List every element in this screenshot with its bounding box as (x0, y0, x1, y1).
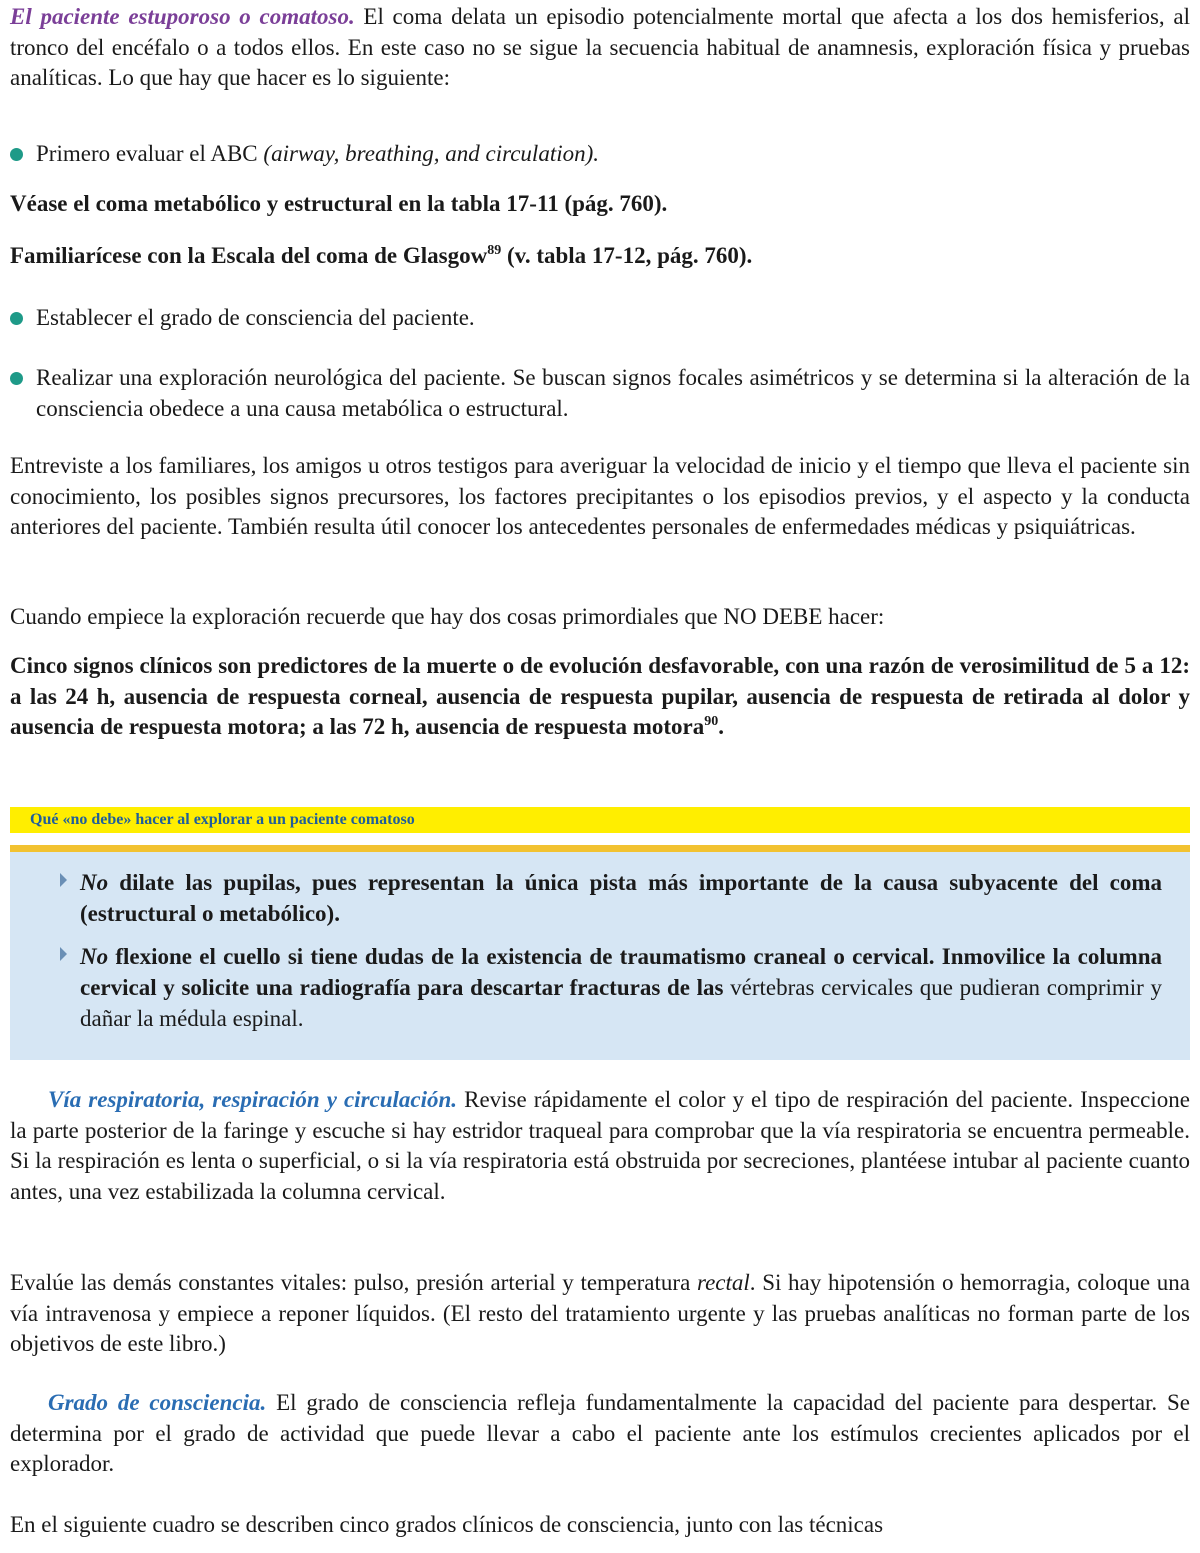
paragraph-interview: Entreviste a los familiares, los amigos u otros testigos para averiguar la velocidad de inicio y el tiempo que lleva el paciente sin conocimiento, los posibles signos precursores, los factores precipitantes o los episodios previos, y el aspecto y la conducta anteriores del paciente. También resulta útil conocer los antecedentes personales de enfermedades médicas y psiquiátricas. (10, 453, 1190, 539)
paragraph-airway (10, 1085, 1190, 1207)
box-divider (10, 845, 1190, 852)
paragraph-text: Evalúe las demás constantes vitales: pulso, presión arterial y temperatura (10, 1270, 697, 1295)
list-item-consciousness (10, 303, 1190, 334)
paragraph-text: Revise rápidamente el color y el tipo de respiración del paciente. Inspeccione la parte posterior de la faringe y escuche si hay estridor traqueal para comprobar que la vía respiratoria se encuentra permeable. Si la respiración es lenta o superficial, o si la vía respiratoria está obstruida por secreciones, plantéese intubar al paciente cuanto antes, una vez estabilizada la columna cervical. (10, 1087, 1190, 1204)
paragraph-text: El coma delata un episodio potencialmente mortal que afecta a los dos hemisferios, al tronco del encéfalo o a todos ellos. En este caso no se sigue la secuencia habitual de anamnesis, exploración física y pruebas analíticas. Lo que hay que hacer es lo siguiente: (10, 4, 1190, 90)
paragraph-comatose-intro (10, 2, 1190, 94)
paragraph-grades: En el siguiente cuadro se describen cinco grados clínicos de consciencia, junto con las técnicas (10, 1512, 884, 1537)
list-item-text: Realizar una exploración neurológica del paciente. Se buscan signos focales asimétricos y se determina si la alteración de la consciencia obedece a una causa metabólica o estructural. (36, 365, 1190, 421)
note-text: Familiarícese con la Escala del coma de Glasgow (10, 243, 488, 268)
note-text-rest: . (718, 714, 724, 739)
box-item-lead: No (80, 870, 109, 895)
paragraph-italic: rectal (696, 1270, 750, 1295)
list-item-neuro-exam (10, 363, 1190, 424)
paragraph-text-rest: . Si hay hipotensión o hemorragia, coloque una vía intravenosa y empiece a reponer líquidos. (El resto del tratamiento urgente y las pruebas analíticas no forman parte de los objetivos de este libro.) (10, 1270, 1190, 1356)
list-item-text: Establecer el grado de consciencia del paciente. (36, 305, 475, 330)
reference-superscript: 89 (487, 243, 502, 258)
section-lead-airway: Vía respiratoria, respiración y circulación. (48, 1087, 458, 1112)
bold-note-metabolic-coma: Véase el coma metabólico y estructural en la tabla 17-11 (pág. 760). (10, 191, 668, 216)
bullet-dot-icon (10, 148, 23, 161)
note-text-rest: (v. tabla 17-12, pág. 760). (501, 243, 753, 268)
paragraph-vitals (10, 1268, 1190, 1360)
chevron-right-icon (60, 947, 67, 961)
chevron-right-icon (60, 873, 67, 887)
box-item-pupils (80, 867, 1162, 929)
reference-superscript: 90 (704, 714, 719, 729)
list-item-abc (10, 139, 1190, 170)
box-item-neck (80, 941, 1162, 1034)
list-item-text: Primero evaluar el ABC (36, 141, 264, 166)
box-item-text: dilate las pupilas, pues representan la única pista más importante de la causa subyacente del coma (estructural o metabólico). (80, 870, 1162, 926)
bold-note-predictors (10, 651, 1190, 743)
paragraph-text: El grado de consciencia refleja fundamentalmente la capacidad del paciente para despertar. Se determina por el grado de actividad que puede llevar a cabo el paciente ante los estímulos crecientes aplicados por el explorador. (10, 1390, 1190, 1476)
box-item-tail: vértebras cervicales que pudieran comprimir y dañar la médula espinal. (80, 975, 1162, 1031)
note-text: Cinco signos clínicos son predictores de la muerte o de evolución desfavorable, con una razón de verosimilitud de 5 a 12: a las 24 h, ausencia de respuesta corneal, ausencia de respuesta pupilar, ausencia de respuesta de retirada al dolor y ausencia de respuesta motora; a las 72 h, ausencia de respuesta motora (10, 653, 1190, 739)
bullet-dot-icon (10, 312, 23, 325)
paragraph-consciousness-level (10, 1388, 1190, 1480)
paragraph-do-not: Cuando empiece la exploración recuerde que hay dos cosas primordiales que NO DEBE hacer: (10, 604, 885, 629)
box-title: Qué «no debe» hacer al explorar a un paciente comatoso (10, 807, 1190, 833)
section-lead-comatose: El paciente estuporoso o comatoso. (10, 4, 355, 29)
box-item-text: flexione el cuello si tiene dudas de la existencia de traumatismo craneal o cervical. Inmovilice la columna cervical y solicite una radiografía para descartar fracturas de las (80, 944, 1162, 1000)
bullet-dot-icon (10, 372, 23, 385)
section-lead-consciousness: Grado de consciencia. (48, 1390, 267, 1415)
list-item-italic: (airway, breathing, and circulation). (263, 141, 600, 166)
box-item-lead: No (80, 944, 109, 969)
bold-note-glasgow (10, 241, 1190, 272)
